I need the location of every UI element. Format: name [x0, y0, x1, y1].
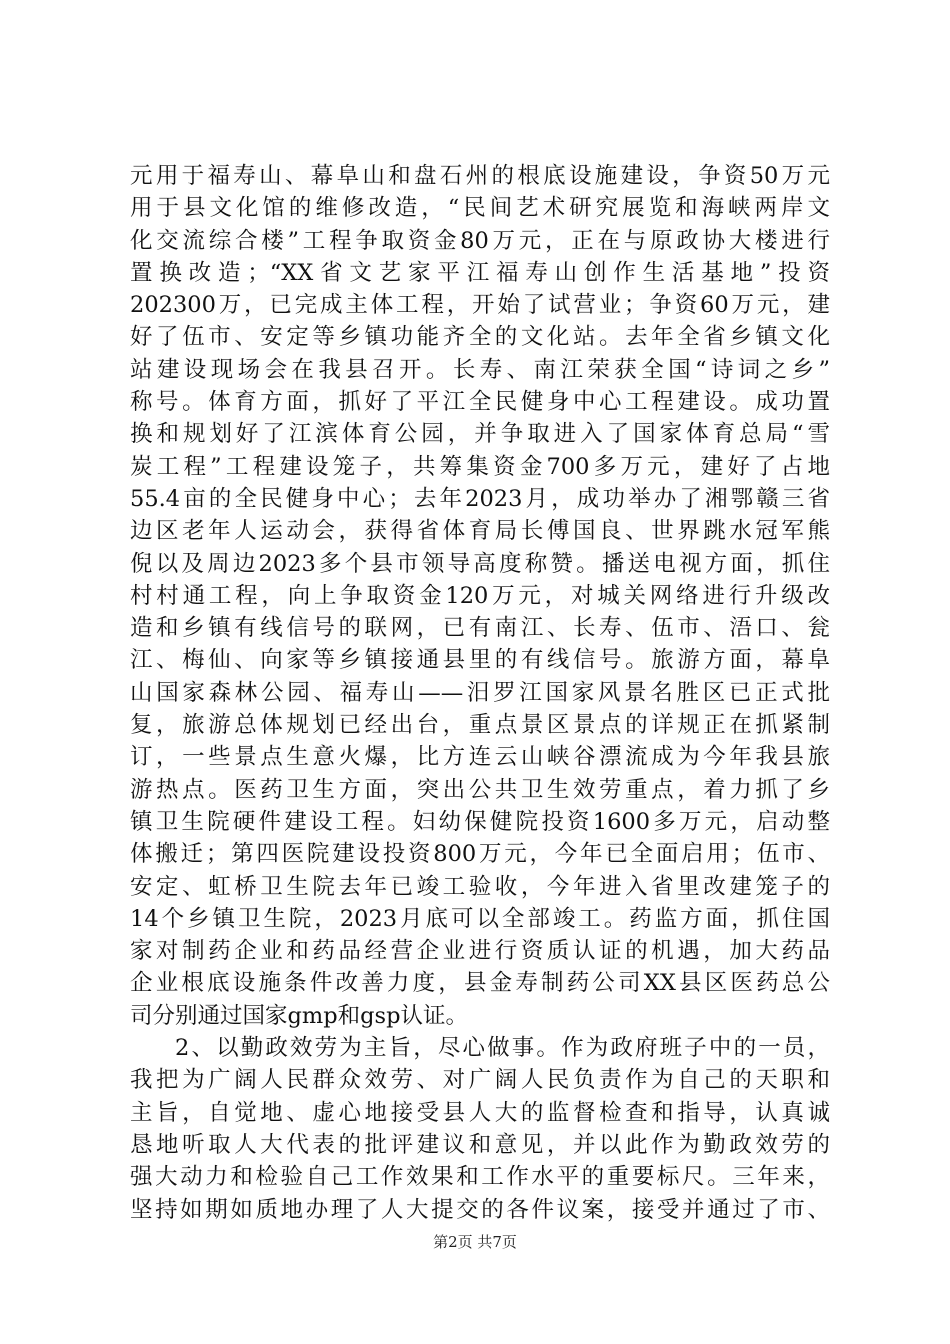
text-line: 江、梅仙、向家等乡镇接通县里的有线信号。旅游方面，幕阜 [130, 647, 830, 674]
text-line: 游热点。医药卫生方面，突出公共卫生效劳重点，着力抓了乡 [130, 776, 830, 803]
text-line: 镇卫生院硬件建设工程。妇幼保健院投资1600多万元，启动整 [130, 808, 830, 835]
text-line: 用于县文化馆的维修改造，“民间艺术研究展览和海峡两岸文 [130, 195, 830, 222]
page-footer: 第2页 共7页 [433, 1233, 517, 1251]
text-line: 体搬迁；第四医院建设投资800万元，今年已全面启用；伍市、 [130, 841, 830, 868]
text-line: 订，一些景点生意火爆，比方连云山峡谷漂流成为今年我县旅 [130, 744, 830, 771]
text-line: 202300万，已完成主体工程，开始了试营业；争资60万元，建 [130, 292, 830, 319]
text-line: 化交流综合楼”工程争取资金80万元，正在与原政协大楼进行 [130, 227, 830, 254]
text-line: 安定、虹桥卫生院去年已竣工验收，今年进入省里改建笼子的 [130, 873, 830, 900]
text-line: 村村通工程，向上争取资金120万元，对城关网络进行升级改 [130, 582, 830, 609]
text-line: 炭工程”工程建设笼子，共筹集资金700多万元，建好了占地 [130, 453, 830, 480]
text-line: 称号。体育方面，抓好了平江全民健身中心工程建设。成功置 [130, 389, 830, 416]
text-line: 家对制药企业和药品经营企业进行资质认证的机遇，加大药品 [130, 938, 830, 965]
text-line: 站建设现场会在我县召开。长寿、南江荣获全国“诗词之乡” [130, 356, 830, 383]
text-line: 换和规划好了江滨体育公园，并争取进入了国家体育总局“雪 [130, 421, 830, 448]
text-line: 主旨，自觉地、虚心地接受县人大的监督检查和指导，认真诚 [130, 1099, 830, 1126]
text-line: 好了伍市、安定等乡镇功能齐全的文化站。去年全省乡镇文化 [130, 324, 830, 351]
text-line: 强大动力和检验自己工作效果和工作水平的重要标尺。三年来， [130, 1164, 830, 1191]
text-line: 置换改造；“XX省文艺家平江福寿山创作生活基地”投资 [130, 259, 830, 286]
section-heading-line: 2、以勤政效劳为主旨，尽心做事。作为政府班子中的一员， [175, 1035, 830, 1062]
text-line: 企业根底设施条件改善力度，县金寿制药公司XX县区医药总公 [130, 970, 830, 997]
text-line: 山国家森林公园、福寿山——汨罗江国家风景名胜区已正式批 [130, 679, 830, 706]
text-line: 边区老年人运动会，获得省体育局长傅国良、世界跳水冠军熊 [130, 518, 830, 545]
text-line: 复，旅游总体规划已经出台，重点景区景点的详规正在抓紧制 [130, 712, 830, 739]
paragraph-end-line: 司分别通过国家gmp和gsp认证。 [130, 1002, 468, 1029]
text-line: 14个乡镇卫生院，2023月底可以全部竣工。药监方面，抓住国 [130, 905, 830, 932]
text-line: 我把为广阔人民群众效劳、对广阔人民负责作为自己的天职和 [130, 1067, 830, 1094]
text-line: 坚持如期如质地办理了人大提交的各件议案，接受并通过了市、 [130, 1196, 830, 1223]
text-line: 元用于福寿山、幕阜山和盘石州的根底设施建设，争资50万元 [130, 163, 830, 189]
text-line: 造和乡镇有线信号的联网，已有南江、长寿、伍市、浯口、瓮 [130, 615, 830, 642]
text-line: 恳地听取人大代表的批评建议和意见，并以此作为勤政效劳的 [130, 1131, 830, 1158]
text-line: 倪以及周边2023多个县市领导高度称赞。播送电视方面，抓住 [130, 550, 830, 577]
body-text [130, 160, 830, 1226]
text-line: 55.4亩的全民健身中心；去年2023月，成功举办了湘鄂赣三省 [130, 485, 830, 512]
